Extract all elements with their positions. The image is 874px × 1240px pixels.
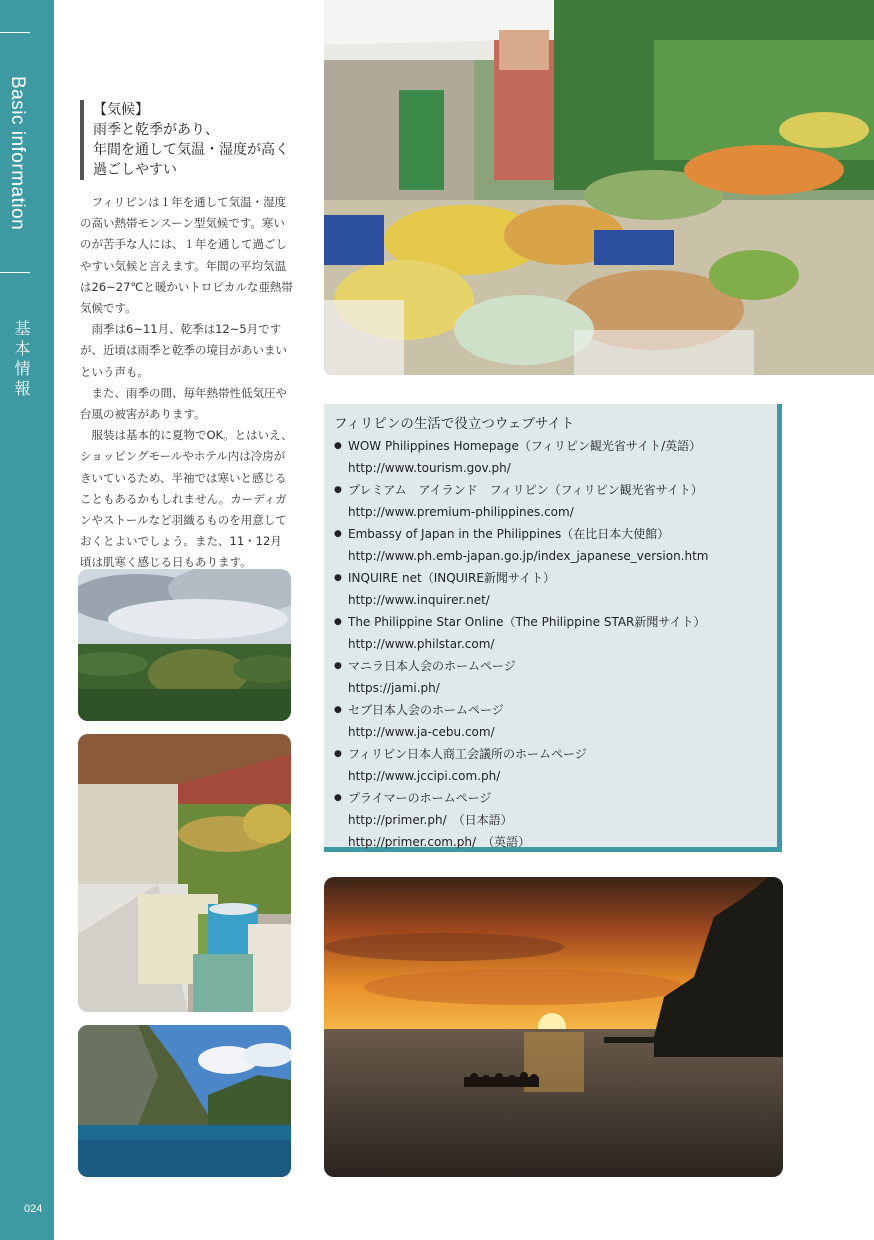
website-item xyxy=(334,435,767,479)
websites-title: フィリピンの生活で役立つウェブサイト xyxy=(334,416,575,432)
website-item xyxy=(334,611,767,655)
lagoon-photo xyxy=(78,1025,291,1177)
climate-paragraph: フィリピンは１年を通して気温・湿度の高い熱帯モンスーン型気候です。寒いのが苦手な人には、１年を通して過ごしやすい気候と言えます。年間の平均気温は26~27℃と暖かいトロピカルな亜熱帯気候です。 xyxy=(80,195,293,316)
website-name: ● WOW Philippines Homepage（フィリピン観光省サイト/英語） xyxy=(334,435,767,457)
section-title-jp: 基本情報 xyxy=(12,320,31,400)
hills-photo xyxy=(78,569,291,721)
website-url-link[interactable]: http://www.philstar.com/ xyxy=(348,637,495,651)
climate-paragraph: 雨季は6~11月、乾季は12~5月ですが、近頃は雨季と乾季の境目があいまいという声も。 xyxy=(80,322,287,379)
website-name: ● セブ日本人会のホームページ xyxy=(334,699,767,721)
climate-heading xyxy=(80,100,300,180)
website-name: ● Embassy of Japan in the Philippines（在比日本大使館） xyxy=(334,523,767,545)
page-number: 024 xyxy=(24,1203,43,1215)
sidebar-rule-top xyxy=(0,32,30,33)
website-list xyxy=(334,435,767,853)
websites-box xyxy=(324,404,782,852)
website-item xyxy=(334,743,767,787)
website-item xyxy=(334,699,767,743)
website-name: ● プライマーのホームページ xyxy=(334,787,767,809)
website-url-link[interactable]: http://www.inquirer.net/ xyxy=(348,593,490,607)
climate-body xyxy=(80,192,293,574)
climate-heading-line: 【気候】 xyxy=(93,102,149,118)
market-stall-photo xyxy=(78,734,291,1012)
website-name: ● The Philippine Star Online（The Philippine STAR新聞サイト） xyxy=(334,611,767,633)
climate-heading-line: 雨季と乾季があり、 xyxy=(93,122,219,138)
climate-paragraph: 服装は基本的に夏物でOK。とはいえ、ショッピングモールやホテル内は冷房がきいているため、半袖では寒いと感じることもあるかもしれません。カーディガンやストールなど羽織るものを用意しておくとよいでしょう。また、11・12月頃は肌寒く感じる日もあります。 xyxy=(80,428,293,570)
website-url-link[interactable]: https://jami.ph/ xyxy=(348,681,440,695)
market-photo xyxy=(324,0,874,375)
website-url-link[interactable]: http://www.premium-philippines.com/ xyxy=(348,505,574,519)
website-item xyxy=(334,479,767,523)
website-url-link[interactable]: http://www.jccipi.com.ph/ xyxy=(348,769,501,783)
sunset-photo xyxy=(324,877,783,1177)
website-url-link[interactable]: http://www.ph.emb-japan.go.jp/index_japanese_version.htm xyxy=(348,549,709,563)
website-item xyxy=(334,655,767,699)
website-name: ● プレミアム アイランド フィリピン（フィリピン観光省サイト） xyxy=(334,479,767,501)
website-item xyxy=(334,523,767,567)
website-url-link[interactable]: http://www.ja-cebu.com/ xyxy=(348,725,495,739)
sidebar-rule-bottom xyxy=(0,272,30,273)
section-title-en: Basic information xyxy=(7,76,28,231)
website-name: ● INQUIRE net（INQUIRE新聞サイト） xyxy=(334,567,767,589)
website-name: ● フィリピン日本人商工会議所のホームページ xyxy=(334,743,767,765)
climate-heading-line: 過ごしやすい xyxy=(93,162,177,178)
website-url-link[interactable]: http://primer.com.ph/ （英語） xyxy=(348,835,531,849)
website-item xyxy=(334,567,767,611)
climate-heading-line: 年間を通して気温・湿度が高く xyxy=(93,142,289,158)
website-name: ● マニラ日本人会のホームページ xyxy=(334,655,767,677)
website-url-link[interactable]: http://primer.ph/ （日本語） xyxy=(348,813,513,827)
climate-paragraph: また、雨季の間、毎年熱帯性低気圧や台風の被害があります。 xyxy=(80,385,287,422)
website-url-link[interactable]: http://www.tourism.gov.ph/ xyxy=(348,461,511,475)
website-item xyxy=(334,787,767,853)
sidebar xyxy=(0,0,54,1240)
